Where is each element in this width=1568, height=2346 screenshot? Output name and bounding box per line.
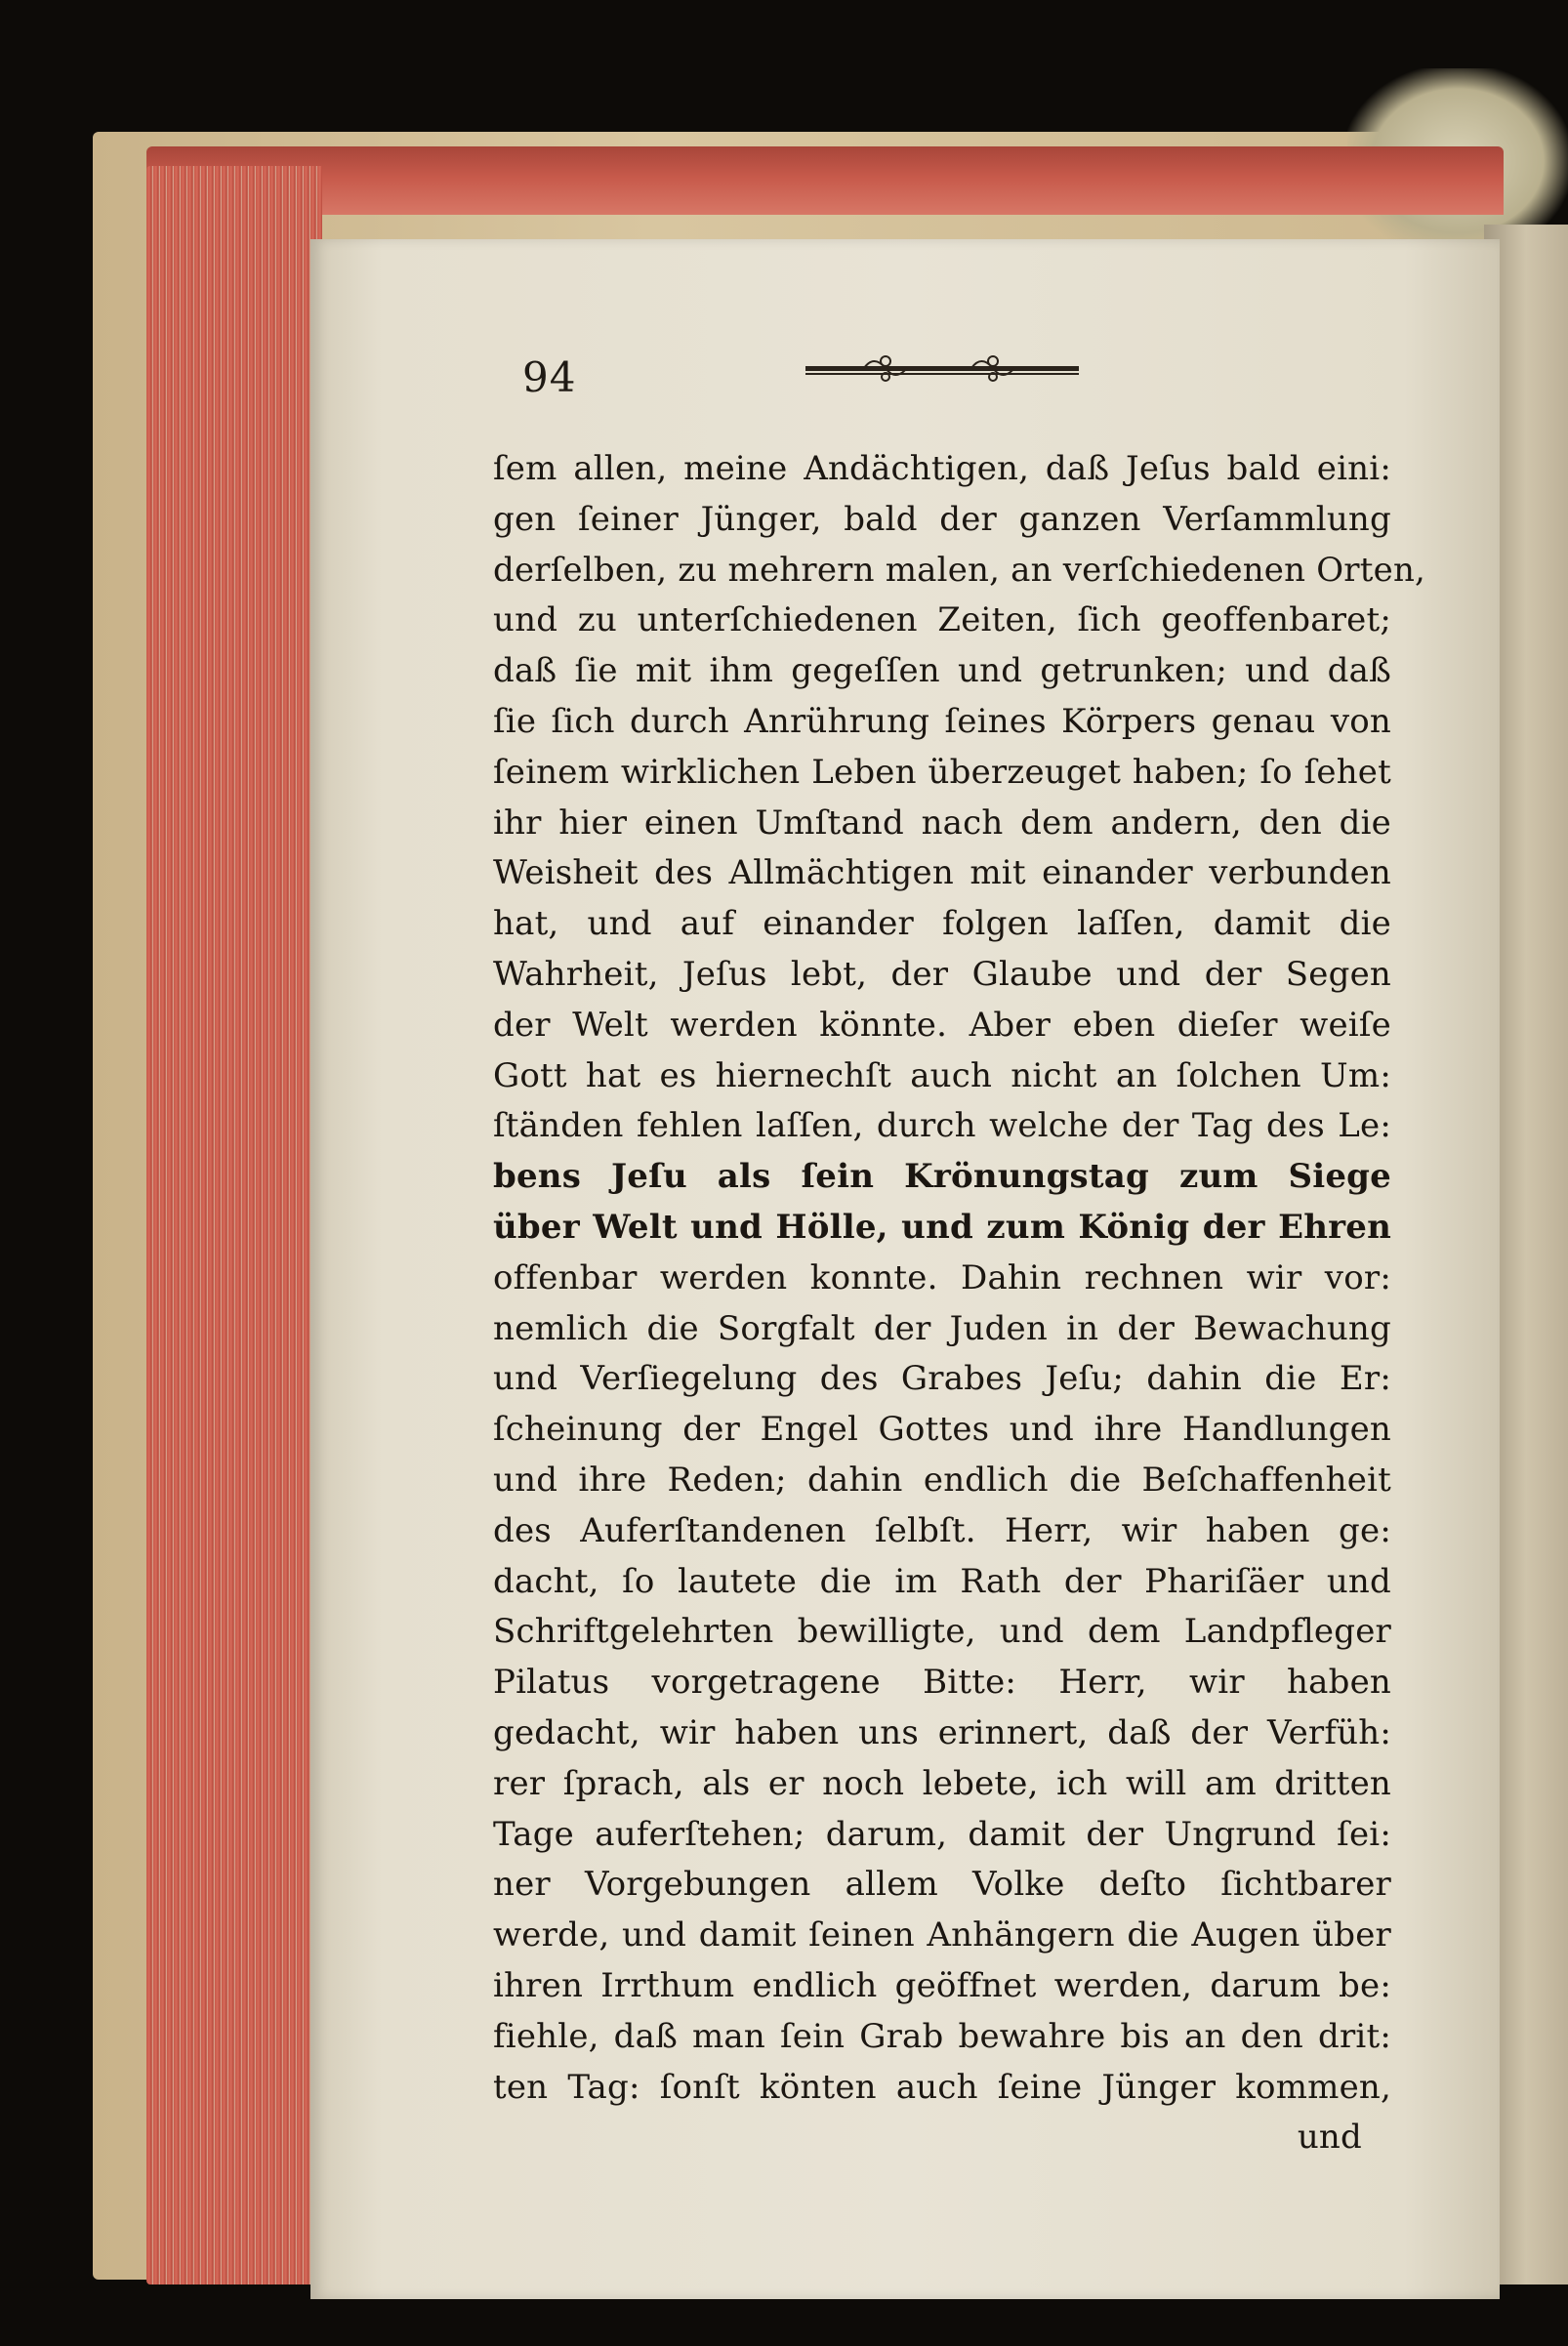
text-line: gen ſeiner Jünger, bald der ganzen Verſammlung	[493, 499, 1391, 539]
text-line: ten Tag: ſonſt könten auch ſeine Jünger kommen,	[493, 2067, 1391, 2107]
text-line-emphasis: bens Jeſu als ſein Krönungstag zum Siege	[493, 1157, 1391, 1197]
text-line: Wahrheit, Jeſus lebt, der Glaube und der Segen	[493, 954, 1391, 994]
text-line: des Auferſtandenen ſelbſt. Herr, wir haben ge:	[493, 1510, 1391, 1550]
text-line: ſem allen, meine Andächtigen, daß Jeſus bald eini:	[493, 449, 1391, 488]
book-fore-edge	[146, 166, 322, 2284]
text-line: Weisheit des Allmächtigen mit einander verbunden	[493, 853, 1391, 893]
text-line: gedacht, wir haben uns erinnert, daß der Verfüh:	[493, 1712, 1391, 1752]
text-line: ſie ſich durch Anrührung ſeines Körpers genau von	[493, 701, 1391, 741]
text-line: Schriftgelehrten bewilligte, und dem Landpfleger	[493, 1612, 1391, 1652]
text-line: nemlich die Sorgfalt der Juden in der Bewachung	[493, 1308, 1391, 1348]
text-line: ihren Irrthum endlich geöffnet werden, darum be:	[493, 1965, 1391, 2005]
text-line: hat, und auf einander folgen laſſen, damit die	[493, 904, 1391, 944]
page-number: 94	[522, 353, 577, 401]
text-line: dacht, ſo lautete die im Rath der Phariſäer und	[493, 1561, 1391, 1601]
text-line: fiehle, daß man ſein Grab bewahre bis an den drit:	[493, 2016, 1391, 2056]
text-line: ſtänden fehlen laſſen, durch welche der Tag des Le:	[493, 1106, 1391, 1146]
text-line: ſeinem wirklichen Leben überzeuget haben; ſo ſehet	[493, 752, 1391, 792]
text-line: Pilatus vorgetragene Bitte: Herr, wir haben	[493, 1663, 1391, 1703]
text-line: ſcheinung der Engel Gottes und ihre Handlungen	[493, 1410, 1391, 1450]
text-line: ihr hier einen Umſtand nach dem andern, den die	[493, 803, 1391, 843]
text-line: daß ſie mit ihm gegeſſen und getrunken; und daß	[493, 651, 1391, 691]
book-top-edge	[146, 146, 1504, 215]
text-line: Tage auferſtehen; darum, damit der Ungrund ſei:	[493, 1814, 1391, 1854]
text-line: Gott hat es hiernechſt auch nicht an ſolchen Um:	[493, 1055, 1391, 1095]
text-line: werde, und damit ſeinen Anhängern die Augen über	[493, 1915, 1391, 1955]
body-text	[493, 444, 1426, 2163]
catchword: und	[1297, 2118, 1362, 2158]
text-line: derſelben, zu mehrern malen, an verſchiedenen Orten,	[493, 550, 1426, 590]
text-line: und ihre Reden; dahin endlich die Beſchaffenheit	[493, 1460, 1391, 1500]
text-line: und zu unterſchiedenen Zeiten, ſich geoffenbaret;	[493, 600, 1391, 640]
text-line: offenbar werden konnte. Dahin rechnen wir vor:	[493, 1257, 1391, 1297]
text-line: und Verſiegelung des Grabes Jeſu; dahin die Er:	[493, 1359, 1391, 1399]
text-line: der Welt werden könnte. Aber eben dieſer weiſe	[493, 1005, 1391, 1045]
text-line: rer ſprach, als er noch lebete, ich will am dritten	[493, 1763, 1391, 1803]
header-ornament	[805, 351, 1079, 385]
text-line-emphasis: über Welt und Hölle, und zum König der Ehren	[493, 1207, 1391, 1247]
text-line: ner Vorgebungen allem Volke deſto ſichtbarer	[493, 1865, 1391, 1905]
